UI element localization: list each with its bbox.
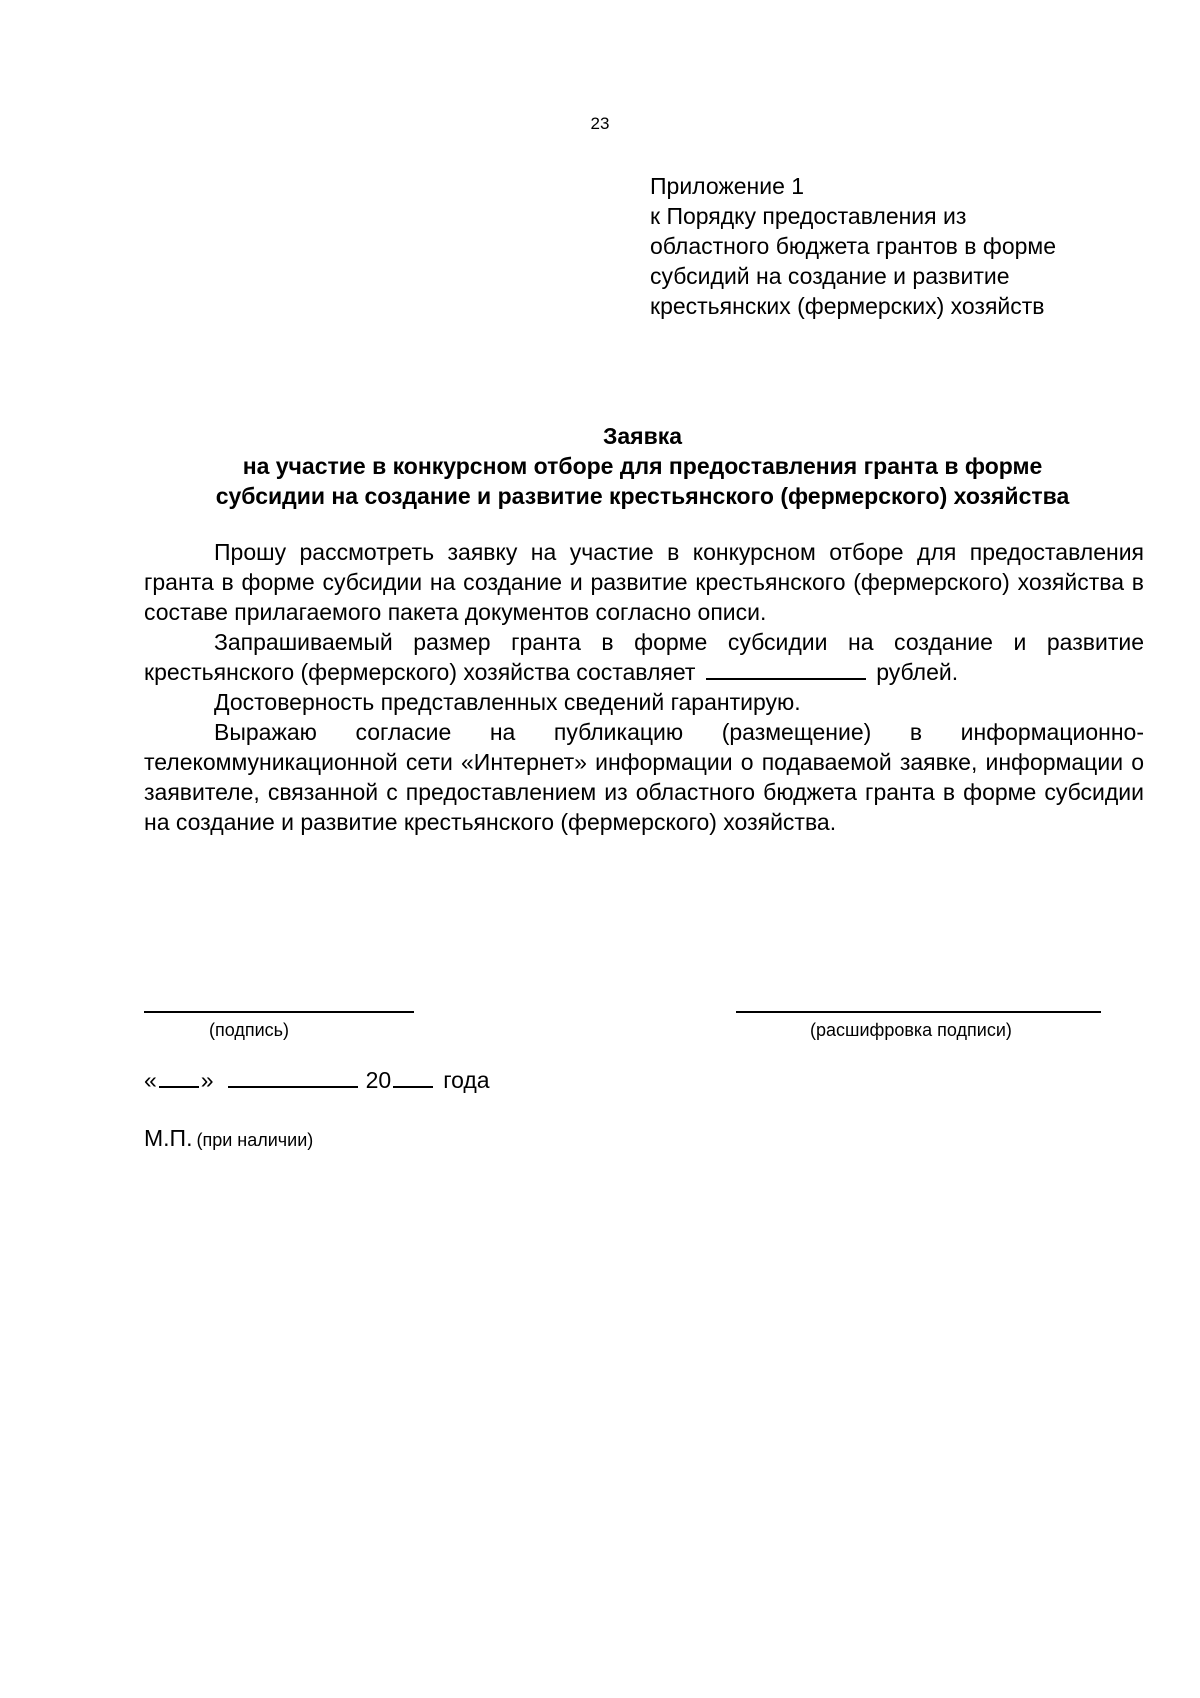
signature-transcript-caption: (расшифровка подписи) (810, 1020, 1012, 1040)
date-open-quote: « (144, 1067, 157, 1093)
date-day-blank[interactable] (159, 1066, 199, 1088)
signature-caption: (подпись) (209, 1020, 290, 1040)
signature-line[interactable] (144, 1011, 414, 1013)
date-month-blank[interactable] (228, 1066, 358, 1088)
date-suffix: года (443, 1067, 490, 1093)
page-number: 23 (590, 114, 610, 133)
amount-blank-field[interactable] (706, 658, 866, 680)
paragraph-amount (144, 627, 1144, 687)
document-title (140, 421, 1145, 511)
amount-text: Запрашиваемый размер гранта в форме субсидии на создание и развитие крестьянского (фермерского) хозяйства составляет (144, 629, 1144, 685)
title-line: субсидии на создание и развитие крестьянского (фермерского) хозяйства (215, 483, 1070, 509)
appendix-line: субсидий на создание и развитие (650, 263, 1010, 289)
signature-transcript-line[interactable] (736, 1011, 1101, 1013)
title-heading: Заявка (602, 423, 683, 449)
date-row (144, 1065, 490, 1095)
appendix-header (650, 171, 1190, 321)
date-close-quote: » (200, 1067, 214, 1093)
appendix-line: Приложение 1 (650, 173, 805, 199)
date-year-blank[interactable] (393, 1066, 433, 1088)
date-century: 20 (365, 1067, 392, 1093)
paragraph-request: Прошу рассмотреть заявку на участие в конкурсном отборе для предоставления гранта в форме субсидии на создание и развитие крестьянского (фермерского) хозяйства в составе прилагаемого пакета документов согласно описи. (144, 539, 1144, 625)
paragraph-consent: Выражаю согласие на публикацию (размещение) в информационно-телекоммуникационной сети «Интернет» информации о подаваемой заявке, информации о заявителе, связанной с предоставлением из областного бюджета гранта в форме субсидии на создание и развитие крестьянского (фермерского) хозяйства. (144, 719, 1144, 835)
title-line: на участие в конкурсном отборе для предоставления гранта в форме (242, 453, 1043, 479)
appendix-line: к Порядку предоставления из (650, 203, 967, 229)
amount-unit: рублей. (876, 659, 959, 685)
stamp-row (144, 1123, 313, 1155)
appendix-line: крестьянских (фермерских) хозяйств (650, 293, 1045, 319)
application-body (144, 537, 1144, 837)
appendix-line: областного бюджета грантов в форме (650, 233, 1057, 259)
stamp-note: (при наличии) (196, 1130, 314, 1150)
paragraph-reliability: Достоверность представленных сведений гарантирую. (214, 689, 801, 715)
stamp-label: М.П. (144, 1125, 193, 1151)
